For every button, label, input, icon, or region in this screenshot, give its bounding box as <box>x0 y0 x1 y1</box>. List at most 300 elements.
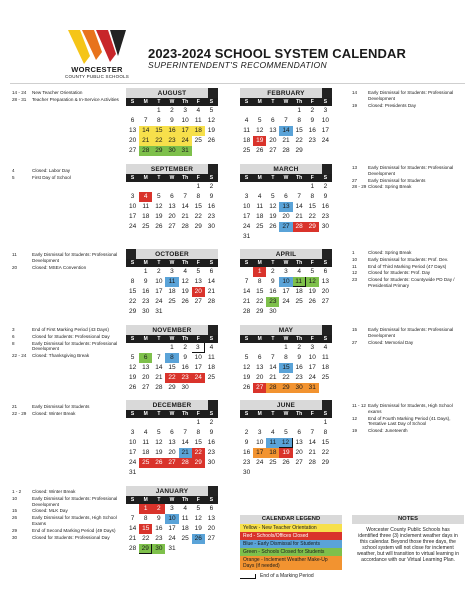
note-text: Early Dismissal for Students: Professional Development <box>368 90 454 101</box>
day-cell: 3 <box>323 107 328 114</box>
day-cell: 27 <box>142 384 150 391</box>
day-cell: 6 <box>257 354 262 361</box>
day-cell: 23 <box>155 535 163 542</box>
empty-day-cell <box>240 267 253 277</box>
day-cell: 16 <box>142 288 150 295</box>
day-grid <box>126 182 218 232</box>
day-cell: 27 <box>279 222 292 232</box>
empty-day-cell <box>240 106 253 116</box>
day-grid <box>240 267 332 317</box>
day-cell: 16 <box>269 288 277 295</box>
empty-day-cell <box>205 307 218 317</box>
day-cell: 28 <box>128 545 137 552</box>
empty-day-cell <box>192 383 205 393</box>
day-cell: 10 <box>194 354 202 361</box>
day-cell: 2 <box>170 107 174 114</box>
day-cell: 7 <box>130 515 135 522</box>
note-row <box>352 103 467 109</box>
day-cell: 12 <box>269 203 277 210</box>
day-cell: 11 <box>165 277 178 287</box>
page-title: 2023-2024 SCHOOL SYSTEM CALENDAR <box>148 46 406 61</box>
note-row <box>12 515 124 527</box>
day-cell: 19 <box>128 374 137 381</box>
day-cell: 8 <box>130 278 135 285</box>
weekday-label: W <box>169 260 175 266</box>
weekday-label: S <box>244 260 249 266</box>
day-cell: 15 <box>256 288 264 295</box>
day-cell: 22 <box>194 213 202 220</box>
calendar-legend <box>240 515 342 579</box>
day-cell: 15 <box>321 439 330 446</box>
day-cell: 1 <box>284 344 288 351</box>
day-cell: 6 <box>170 429 174 436</box>
day-cell: 25 <box>321 374 330 381</box>
note-row <box>352 165 467 177</box>
day-cell: 29 <box>279 383 292 393</box>
note-row <box>12 252 124 264</box>
note-row <box>352 277 467 289</box>
notes-march <box>352 165 467 191</box>
day-cell: 24 <box>242 223 251 230</box>
day-cell: 8 <box>323 429 328 436</box>
day-cell: 28 <box>207 298 216 305</box>
day-cell: 27 <box>165 458 178 468</box>
day-cell: 30 <box>207 223 216 230</box>
weekday-label: Th <box>296 175 303 181</box>
weekday-header <box>240 174 332 182</box>
day-cell: 12 <box>128 364 137 371</box>
day-cell: 1 <box>143 268 148 275</box>
note-text: Closed: MSEA Convention <box>32 264 87 270</box>
empty-day-cell <box>165 418 178 428</box>
day-cell: 5 <box>196 268 201 275</box>
weekday-label: S <box>323 260 328 266</box>
day-grid <box>126 418 218 478</box>
day-cell: 22 <box>128 298 137 305</box>
empty-day-cell <box>279 468 292 478</box>
day-cell: 9 <box>209 429 214 436</box>
day-cell: 6 <box>130 117 135 124</box>
day-cell: 22 <box>321 449 330 456</box>
day-cell: 25 <box>269 459 277 466</box>
day-cell: 5 <box>244 354 249 361</box>
day-cell: 14 <box>269 364 277 371</box>
empty-day-cell <box>279 106 292 116</box>
day-cell: 9 <box>170 117 174 124</box>
day-cell: 21 <box>139 136 152 146</box>
day-cell: 19 <box>194 525 202 532</box>
month-header <box>126 325 218 335</box>
day-cell: 21 <box>282 137 290 144</box>
legend-item-red: Red - Schools/Offices Closed <box>240 532 342 540</box>
day-cell: 11 <box>194 117 202 124</box>
note-row <box>352 270 467 276</box>
day-cell: 30 <box>207 459 216 466</box>
day-cell: 2 <box>271 268 275 275</box>
day-cell: 17 <box>194 364 202 371</box>
day-cell: 6 <box>209 505 214 512</box>
day-cell: 28 <box>293 222 306 232</box>
month-header <box>126 249 218 259</box>
day-cell: 4 <box>244 117 249 124</box>
day-cell: 16 <box>207 439 216 446</box>
weekday-label: T <box>271 99 275 105</box>
legend-marking-label: End of a Marking Period <box>260 573 314 579</box>
legend-title: CALENDAR LEGEND <box>240 515 342 524</box>
day-cell: 3 <box>183 107 187 114</box>
day-cell: 18 <box>207 364 216 371</box>
note-date: 27 <box>352 177 358 183</box>
note-text: Closed: Labor Day <box>32 168 71 173</box>
day-cell: 19 <box>207 127 216 134</box>
empty-day-cell <box>306 232 319 242</box>
weekday-label: S <box>209 497 214 503</box>
day-cell: 4 <box>297 268 301 275</box>
day-cell: 17 <box>128 449 137 456</box>
day-cell: 20 <box>128 137 137 144</box>
day-cell: 11 <box>322 354 329 361</box>
weekday-label: W <box>169 99 175 105</box>
day-cell: 18 <box>321 364 330 371</box>
month-header-accent <box>208 164 218 174</box>
day-cell: 31 <box>168 545 176 552</box>
weekday-label: F <box>310 336 314 342</box>
weekday-label: M <box>143 497 148 503</box>
empty-day-cell <box>205 383 218 393</box>
empty-day-cell <box>279 182 292 192</box>
day-cell: 27 <box>194 298 202 305</box>
note-text: Closed for Students: Prof. Day <box>368 270 431 276</box>
month-header-accent <box>208 400 218 410</box>
day-cell: 31 <box>155 308 163 315</box>
day-cell: 12 <box>181 278 189 285</box>
day-cell: 2 <box>310 107 315 114</box>
month-header <box>126 400 218 410</box>
marking-period-icon <box>240 574 256 579</box>
day-cell: 19 <box>308 288 316 295</box>
weekday-label: Th <box>182 99 189 105</box>
day-cell: 13 <box>321 278 330 285</box>
month-march <box>240 164 332 242</box>
day-cell: 10 <box>279 277 292 287</box>
day-cell: 6 <box>284 193 288 200</box>
month-header-accent <box>208 486 218 496</box>
day-cell: 10 <box>128 203 137 210</box>
empty-day-cell <box>253 418 266 428</box>
day-cell: 9 <box>323 193 328 200</box>
empty-day-cell <box>266 182 279 192</box>
note-row <box>352 340 467 346</box>
empty-day-cell <box>139 182 152 192</box>
day-cell: 23 <box>207 213 216 220</box>
day-cell: 6 <box>323 268 328 275</box>
day-cell: 13 <box>279 202 292 212</box>
day-cell: 16 <box>242 449 251 456</box>
weekday-label: F <box>196 99 200 105</box>
day-cell: 21 <box>308 449 316 456</box>
weekday-label: W <box>283 336 289 342</box>
day-cell: 29 <box>256 308 264 315</box>
day-cell: 9 <box>209 193 214 200</box>
day-cell: 4 <box>143 429 148 436</box>
day-cell: 19 <box>181 288 189 295</box>
empty-day-cell <box>319 468 332 478</box>
note-text: Early Dismissal for Students <box>368 177 426 183</box>
note-row <box>12 327 124 333</box>
day-cell: 21 <box>155 374 163 381</box>
note-date: 10 <box>12 495 18 501</box>
weekday-header <box>240 410 332 418</box>
month-header <box>126 88 218 98</box>
day-cell: 13 <box>207 515 216 522</box>
day-cell: 12 <box>306 277 319 287</box>
day-cell: 4 <box>271 429 275 436</box>
page-subtitle: SUPERINTENDENT'S RECOMMENDATION <box>148 60 327 70</box>
month-name: JANUARY <box>155 487 189 495</box>
weekday-label: S <box>244 411 249 417</box>
day-cell: 7 <box>183 429 187 436</box>
day-cell: 26 <box>152 458 165 468</box>
day-cell: 30 <box>152 544 165 554</box>
month-header-accent <box>208 88 218 98</box>
note-text: Early Dismissal for Students: Professional Development <box>32 495 118 507</box>
day-cell: 17 <box>242 213 251 220</box>
day-cell: 23 <box>142 298 150 305</box>
day-cell: 2 <box>323 183 328 190</box>
month-name: AUGUST <box>157 89 187 97</box>
day-cell: 5 <box>157 193 161 200</box>
day-cell: 5 <box>157 429 161 436</box>
day-cell: 15 <box>168 364 176 371</box>
day-cell: 1 <box>170 344 174 351</box>
day-cell: 21 <box>128 535 137 542</box>
note-row <box>352 327 467 339</box>
weekday-label: F <box>310 411 314 417</box>
note-text: Early Dismissal for Students: Professional Development <box>32 340 118 352</box>
day-cell: 16 <box>308 127 316 134</box>
note-text: Closed: Winter Break <box>32 489 76 494</box>
weekday-label: S <box>323 411 328 417</box>
day-cell: 23 <box>165 136 178 146</box>
month-february <box>240 88 332 156</box>
day-cell: 18 <box>242 137 251 144</box>
day-cell: 6 <box>271 117 275 124</box>
notes-box-title: NOTES <box>352 515 464 524</box>
note-date: 28 - 29 <box>352 184 367 190</box>
note-row <box>12 334 124 340</box>
day-cell: 22 <box>308 213 316 220</box>
day-cell: 26 <box>128 384 137 391</box>
weekday-label: W <box>283 99 289 105</box>
notes-june <box>352 403 467 435</box>
day-grid <box>240 418 332 478</box>
day-cell: 16 <box>155 525 163 532</box>
empty-day-cell <box>179 307 192 317</box>
weekday-label: S <box>130 260 135 266</box>
day-cell: 23 <box>308 137 316 144</box>
day-cell: 30 <box>321 223 330 230</box>
weekday-label: W <box>169 411 175 417</box>
day-cell: 4 <box>209 344 214 351</box>
weekday-label: T <box>157 99 161 105</box>
weekday-label: S <box>209 260 214 266</box>
weekday-label: S <box>130 411 135 417</box>
note-date: 22 - 29 <box>12 410 27 416</box>
weekday-label: S <box>130 99 135 105</box>
notes-december <box>12 404 124 418</box>
weekday-label: M <box>143 99 148 105</box>
day-cell: 31 <box>179 146 192 156</box>
day-cell: 15 <box>194 203 202 210</box>
day-cell: 27 <box>207 535 216 542</box>
weekday-label: F <box>196 260 200 266</box>
day-cell: 9 <box>310 117 315 124</box>
notes-january <box>12 489 124 541</box>
month-header <box>240 164 332 174</box>
day-cell: 11 <box>243 127 250 134</box>
note-date: 14 - 24 <box>12 90 27 95</box>
note-date: 15 <box>12 508 18 514</box>
day-cell: 3 <box>284 268 288 275</box>
day-cell: 14 <box>308 439 316 446</box>
empty-day-cell <box>152 343 165 353</box>
day-cell: 28 <box>242 308 251 315</box>
day-cell: 22 <box>282 374 290 381</box>
day-cell: 29 <box>168 384 176 391</box>
empty-day-cell <box>126 418 139 428</box>
empty-day-cell <box>192 146 205 156</box>
weekday-label: W <box>169 497 175 503</box>
day-cell: 11 <box>181 515 189 522</box>
day-cell: 14 <box>155 364 163 371</box>
weekday-label: T <box>157 175 161 181</box>
day-cell: 22 <box>152 136 165 146</box>
day-grid <box>126 267 218 317</box>
weekday-header <box>126 174 218 182</box>
day-cell: 26 <box>192 534 205 544</box>
note-text: Teacher Preparation & In-Service Activities <box>32 96 119 102</box>
note-row <box>12 97 124 103</box>
note-text: Closed for Students: Professional Day <box>32 534 110 540</box>
day-cell: 11 <box>142 203 150 210</box>
note-row <box>352 257 467 263</box>
day-cell: 4 <box>323 344 328 351</box>
empty-day-cell <box>179 182 192 192</box>
note-text: Closed: Spring Break <box>368 250 412 255</box>
day-cell: 15 <box>308 203 316 210</box>
weekday-label: Th <box>296 99 303 105</box>
weekday-header <box>240 335 332 343</box>
empty-day-cell <box>240 182 253 192</box>
note-text: Early Dismissal for Students, High School exams <box>368 403 453 414</box>
day-cell: 21 <box>181 213 189 220</box>
day-cell: 6 <box>209 268 214 275</box>
day-cell: 13 <box>128 127 137 134</box>
empty-day-cell <box>152 468 165 478</box>
day-grid <box>240 182 332 242</box>
month-november <box>126 325 218 393</box>
day-cell: 3 <box>130 429 135 436</box>
note-text: Closed: Juneteenth <box>368 428 408 434</box>
day-cell: 15 <box>152 126 165 136</box>
day-cell: 30 <box>242 469 251 476</box>
note-date: 22 - 24 <box>12 353 27 359</box>
note-date: 14 <box>352 90 358 95</box>
note-row <box>352 178 467 184</box>
empty-day-cell <box>179 544 192 554</box>
note-row <box>12 411 124 417</box>
day-cell: 15 <box>128 288 137 295</box>
note-text: Closed: Winter Break <box>32 410 76 416</box>
day-cell: 9 <box>244 439 249 446</box>
day-cell: 24 <box>179 136 192 146</box>
day-cell: 23 <box>242 459 251 466</box>
note-row <box>12 489 124 495</box>
note-row <box>12 404 124 410</box>
note-text: Early Dismissal for Students: Prof. Dev. <box>368 256 449 262</box>
note-text: Closed: Memorial Day <box>368 339 414 345</box>
day-cell: 26 <box>308 298 316 305</box>
day-grid <box>126 343 218 393</box>
note-text: Early Dismissal for Students, High School Exams <box>32 515 117 526</box>
day-cell: 2 <box>244 429 249 436</box>
empty-day-cell <box>192 468 205 478</box>
day-cell: 14 <box>181 439 189 446</box>
note-row <box>12 508 124 514</box>
note-text: Early Dismissal for Students: Professional Development <box>368 165 454 176</box>
weekday-label: S <box>244 336 249 342</box>
note-date: 20 <box>12 264 18 270</box>
weekday-label: S <box>130 175 135 181</box>
weekday-header <box>126 335 218 343</box>
weekday-label: M <box>257 99 262 105</box>
weekday-label: T <box>271 175 275 181</box>
day-cell: 20 <box>168 213 176 220</box>
day-cell: 29 <box>192 458 205 468</box>
day-cell: 3 <box>170 505 174 512</box>
day-cell: 7 <box>244 278 249 285</box>
note-date: 6 <box>12 333 15 339</box>
month-header <box>126 164 218 174</box>
day-cell: 27 <box>168 223 176 230</box>
note-text: Closed: Presidents Day <box>368 102 417 108</box>
empty-day-cell <box>139 106 152 116</box>
day-cell: 27 <box>269 147 277 154</box>
note-text: End of Fourth Marking Period (41 Days), Tentative Last Day of School <box>368 415 451 427</box>
note-text: First Day of School <box>32 174 71 180</box>
note-text: End of Third Marking Period (47 Days) <box>368 263 447 269</box>
day-cell: 24 <box>128 459 137 466</box>
weekday-label: F <box>196 336 200 342</box>
weekday-label: F <box>196 175 200 181</box>
day-cell: 11 <box>256 203 264 210</box>
day-cell: 24 <box>192 373 205 383</box>
day-cell: 7 <box>157 354 161 361</box>
weekday-label: T <box>157 336 161 342</box>
month-name: JUNE <box>276 401 296 409</box>
weekday-label: T <box>271 411 275 417</box>
empty-day-cell <box>240 418 253 428</box>
day-cell: 6 <box>139 353 152 363</box>
day-cell: 15 <box>279 363 292 373</box>
empty-day-cell <box>279 418 292 428</box>
weekday-label: M <box>143 175 148 181</box>
note-date: 1 <box>352 250 355 255</box>
note-date: 12 <box>352 270 358 276</box>
day-cell: 26 <box>155 223 163 230</box>
day-cell: 25 <box>181 535 189 542</box>
month-october <box>126 249 218 317</box>
